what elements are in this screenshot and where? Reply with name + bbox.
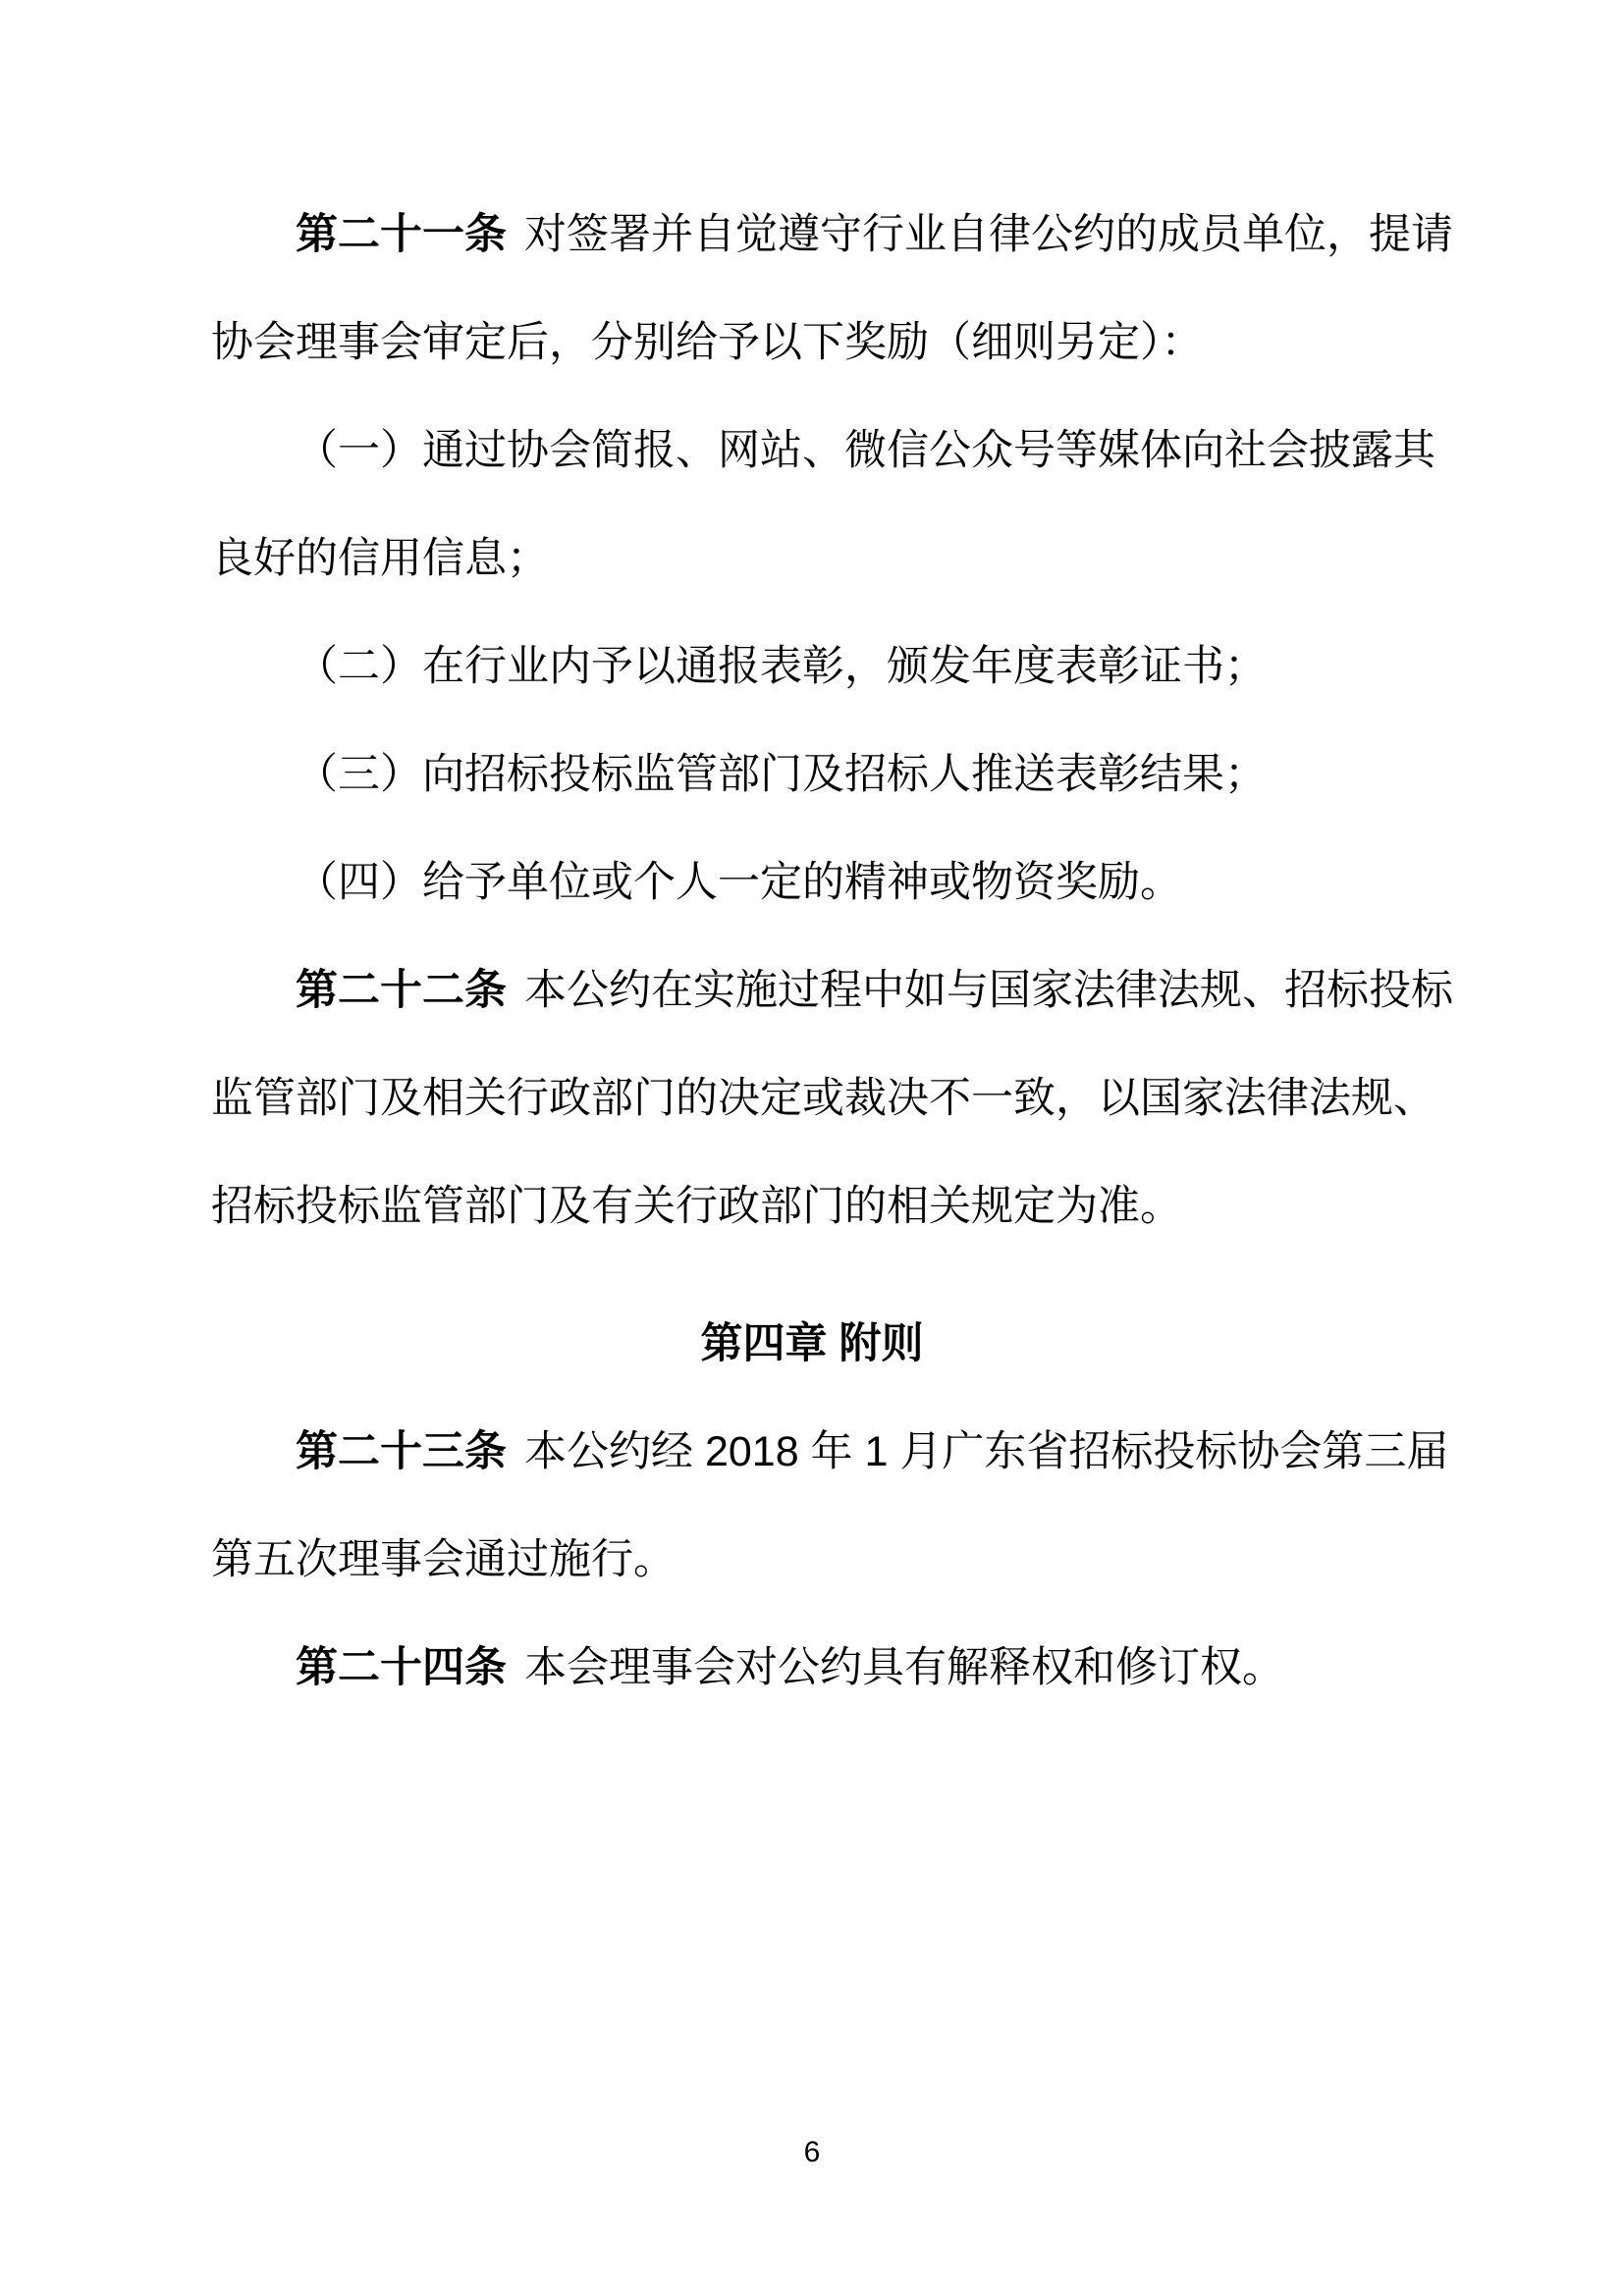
page-number: 6 <box>803 2136 821 2168</box>
document-line <box>211 828 1413 936</box>
line-text: 本公约经 2018 年 1 月广东省招标投标协会第三届 <box>524 1428 1449 1475</box>
document-line <box>211 289 1413 397</box>
line-text: 对签署并自觉遵守行业自律公约的成员单位，提请 <box>524 211 1453 258</box>
article-number-label: 第二十四条 <box>296 1644 507 1691</box>
document-line <box>211 1398 1449 1506</box>
line-text: 本公约在实施过程中如与国家法律法规、招标投标 <box>524 967 1453 1014</box>
document-line <box>211 1506 1413 1614</box>
document-line <box>211 613 1413 721</box>
line-text: 招标投标监管部门及有关行政部门的相关规定为准。 <box>211 1183 1182 1230</box>
article-number-label: 第二十三条 <box>296 1428 507 1475</box>
document-line <box>211 721 1413 828</box>
line-text: （四）给予单位或个人一定的精神或物资奖励。 <box>296 859 1182 906</box>
article-number-label: 第二十二条 <box>296 967 507 1014</box>
line-text: 第五次理事会通过施行。 <box>211 1536 676 1583</box>
document-body <box>211 181 1453 1722</box>
line-text: （三）向招标投标监管部门及招标人推送表彰结果； <box>296 751 1267 798</box>
document-line <box>211 397 1435 505</box>
line-text: 良好的信用信息； <box>211 535 549 582</box>
chapter-heading-text: 第四章 附则 <box>700 1320 924 1367</box>
document-line <box>211 1152 1413 1260</box>
document-line <box>211 505 1413 613</box>
document-line <box>211 936 1453 1044</box>
article-number-label: 第二十一条 <box>296 211 507 258</box>
document-line <box>211 1044 1435 1152</box>
line-text: 监管部门及相关行政部门的决定或裁决不一致，以国家法律法规、 <box>211 1075 1435 1122</box>
line-text: （二）在行业内予以通报表彰，颁发年度表彰证书； <box>296 643 1267 690</box>
line-text: （一）通过协会简报、网站、微信公众号等媒体向社会披露其 <box>296 427 1435 474</box>
document-line <box>211 1614 1413 1722</box>
chapter-heading <box>211 1290 1413 1398</box>
document-line <box>211 181 1453 289</box>
line-text: 协会理事会审定后，分别给予以下奖励（细则另定）： <box>211 319 1204 366</box>
line-text: 本会理事会对公约具有解释权和修订权。 <box>524 1644 1284 1691</box>
